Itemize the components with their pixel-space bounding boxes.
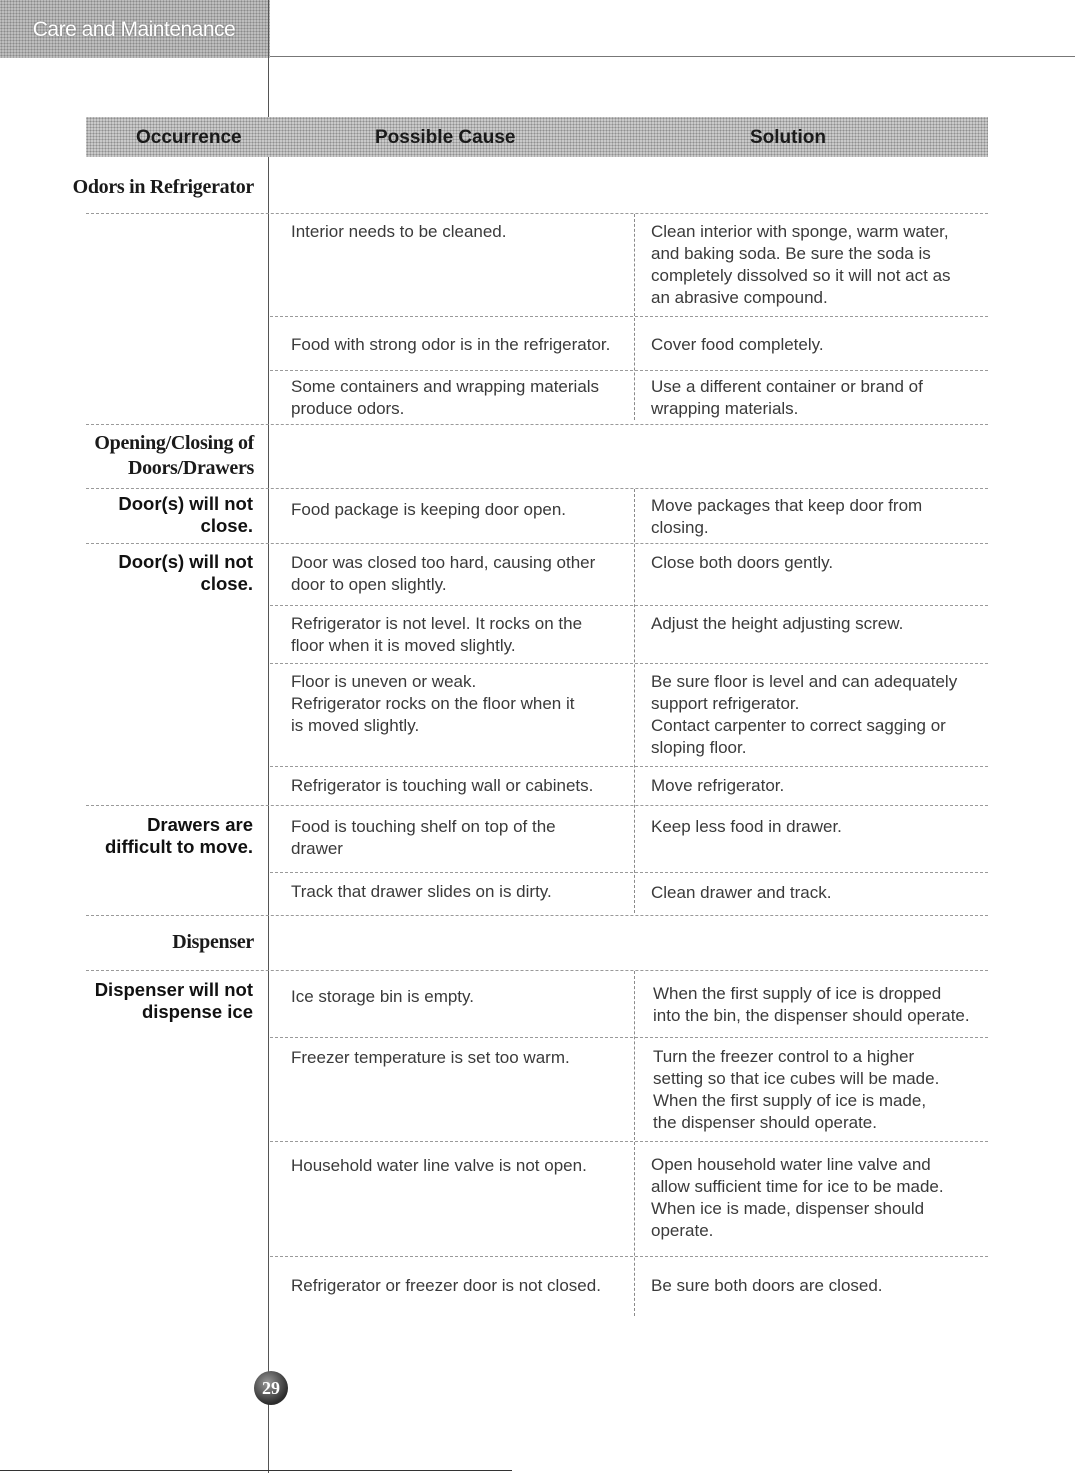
cause-text: Food is touching shelf on top of the drawer — [291, 817, 556, 858]
section-title-opening-closing: Opening/Closing of Doors/Drawers — [94, 432, 254, 479]
cause-text: Floor is uneven or weak. Refrigerator rocks on the floor when it is moved slightly. — [291, 672, 575, 735]
page-number-badge: 29 — [254, 1371, 288, 1405]
divider — [86, 970, 988, 971]
solution-text: Use a different container or brand of wrapping materials. — [651, 377, 923, 418]
occurrence-door-will-not-close: Door(s) will not close. — [118, 493, 253, 536]
solution-text: Open household water line valve and allow sufficient time for ice to be made. When ice is made, dispenser should operate. — [651, 1155, 944, 1240]
cause-text: Freezer temperature is set too warm. — [291, 1048, 570, 1067]
column-divider — [634, 489, 635, 913]
occurrence-door-will-not-close: Door(s) will not close. — [118, 551, 253, 594]
divider — [86, 805, 988, 806]
cause-text: Some containers and wrapping materials produce odors. — [291, 377, 600, 418]
occurrence-drawers-difficult: Drawers are difficult to move. — [105, 814, 253, 857]
column-header-possible-cause: Possible Cause — [375, 127, 516, 148]
divider — [86, 543, 988, 544]
cause-text: Food package is keeping door open. — [291, 500, 567, 519]
cause-text: Refrigerator is touching wall or cabinets. — [291, 776, 594, 795]
divider — [270, 1141, 988, 1142]
solution-text: Move packages that keep door from closing. — [651, 496, 923, 537]
divider — [86, 915, 988, 916]
solution-text: Adjust the height adjusting screw. — [651, 614, 904, 633]
column-divider — [634, 971, 635, 1316]
solution-text: Be sure both doors are closed. — [651, 1276, 883, 1295]
solution-text: When the first supply of ice is dropped into the bin, the dispenser should operate. — [653, 984, 970, 1025]
header-rule — [270, 56, 1075, 57]
section-title-dispenser: Dispenser — [172, 931, 254, 953]
section-header-tab — [0, 0, 270, 58]
solution-text: Clean drawer and track. — [651, 883, 832, 902]
cause-text: Interior needs to be cleaned. — [291, 222, 507, 241]
solution-text: Close both doors gently. — [651, 553, 834, 572]
solution-text: Keep less food in drawer. — [651, 817, 842, 836]
cause-text: Food with strong odor is in the refrigerator. — [291, 335, 611, 354]
margin-vertical-rule — [268, 0, 269, 1473]
section-title-odors: Odors in Refrigerator — [72, 176, 254, 198]
cause-text: Ice storage bin is empty. — [291, 987, 474, 1006]
cause-text: Track that drawer slides on is dirty. — [291, 882, 552, 901]
column-header-bar — [86, 117, 988, 157]
divider — [270, 1256, 988, 1257]
cause-text: Door was closed too hard, causing other door to open slightly. — [291, 553, 596, 594]
bottom-rule — [0, 1470, 512, 1471]
divider — [270, 316, 988, 317]
section-header-title: Care and Maintenance — [32, 18, 236, 41]
column-divider — [634, 214, 635, 420]
occurrence-dispenser-will-not-dispense: Dispenser will not dispense ice — [94, 979, 253, 1022]
divider — [86, 488, 988, 489]
solution-text: Move refrigerator. — [651, 776, 785, 795]
solution-text: Clean interior with sponge, warm water, and baking soda. Be sure the soda is completely dissolved so it will not act as an abrasive compound. — [651, 222, 951, 307]
divider — [270, 1037, 988, 1038]
solution-text: Cover food completely. — [651, 335, 824, 354]
divider — [270, 663, 988, 664]
divider — [270, 605, 988, 606]
divider — [86, 424, 988, 425]
cause-text: Refrigerator is not level. It rocks on the floor when it is moved slightly. — [291, 614, 583, 655]
divider — [270, 370, 988, 371]
divider — [86, 213, 988, 214]
solution-text: Turn the freezer control to a higher setting so that ice cubes will be made. When the first supply of ice is made, the dispenser should operate. — [653, 1047, 940, 1132]
cause-text: Refrigerator or freezer door is not closed. — [291, 1276, 601, 1295]
cause-text: Household water line valve is not open. — [291, 1156, 587, 1175]
divider — [270, 766, 988, 767]
divider — [270, 872, 988, 873]
column-header-occurrence: Occurrence — [136, 127, 242, 148]
solution-text: Be sure floor is level and can adequately support refrigerator. Contact carpenter to correct sagging or sloping floor. — [651, 672, 958, 757]
column-header-solution: Solution — [750, 127, 826, 148]
